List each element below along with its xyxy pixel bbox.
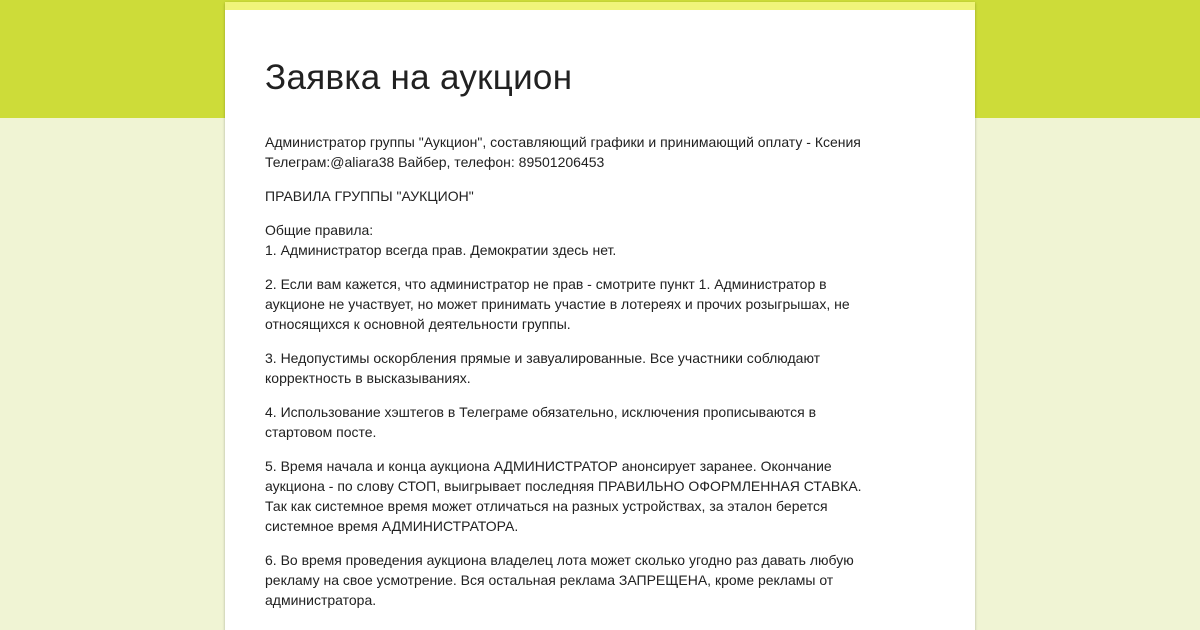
description-paragraph-rule-1: Общие правила: 1. Администратор всегда прав. Демократии здесь нет. <box>265 222 617 258</box>
description-paragraph-rule-6: 6. Во время проведения аукциона владелец лота может сколько угодно раз давать любую рекламу на свое усмотрение. Вся остальная реклама ЗАПРЕЩЕНА, кроме рекламы от администратора. <box>265 552 854 608</box>
description-paragraph-rule-5: 5. Время начала и конца аукциона АДМИНИСТРАТОР анонсирует заранее. Окончание аукциона - по слову СТОП, выигрывает последняя ПРАВИЛЬНО ОФОРМЛЕННАЯ СТАВКА. Так как системное время может отличаться на разных устройствах, за эталон берется системное время АДМИНИСТРАТОРА. <box>265 458 862 534</box>
description-paragraph-rule-4: 4. Использование хэштегов в Телеграме обязательно, исключения прописываются в стартовом посте. <box>265 404 817 440</box>
form-title: Заявка на аукцион <box>265 58 573 97</box>
description-paragraph-rules-heading: ПРАВИЛА ГРУППЫ "АУКЦИОН" <box>265 188 474 204</box>
form-description <box>265 132 945 610</box>
description-paragraph-rule-2: 2. Если вам кажется, что администратор не прав - смотрите пункт 1. Администратор в аукционе не участвует, но может принимать участие в лотереях и прочих розыгрышах, не относящихся к основной деятельности группы. <box>265 276 850 332</box>
card-accent-bar <box>225 2 975 10</box>
description-paragraph-rule-3: 3. Недопустимы оскорбления прямые и завуалированные. Все участники соблюдают корректность в высказываниях. <box>265 350 821 386</box>
form-card <box>225 2 975 630</box>
description-paragraph-admin: Администратор группы "Аукцион", составляющий графики и принимающий оплату - Ксения Телеграм:@aliara38 Вайбер, телефон: 89501206453 <box>265 134 861 170</box>
form-header <box>265 54 945 624</box>
